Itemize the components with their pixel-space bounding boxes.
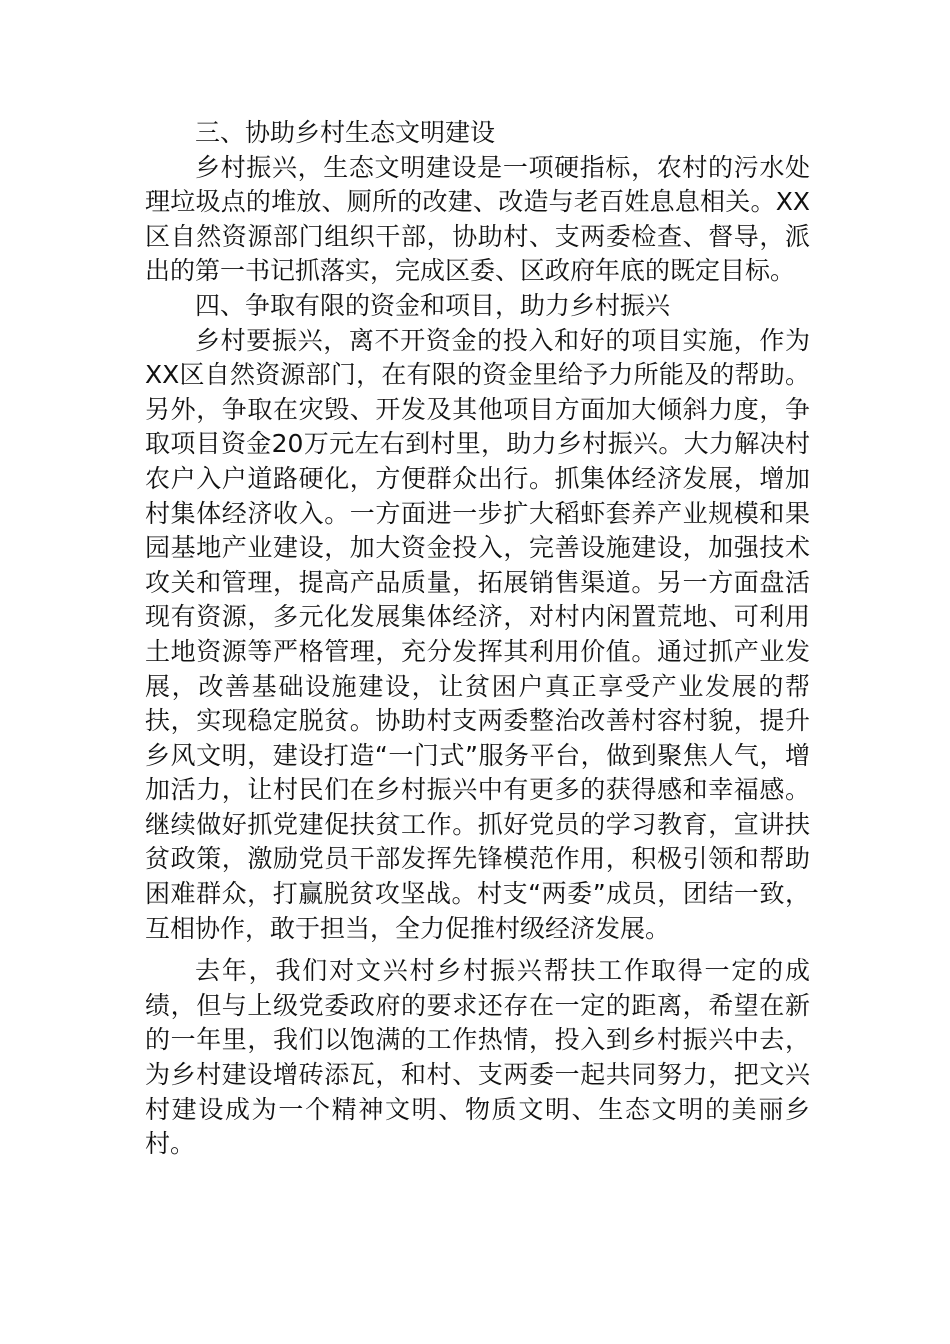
section-heading-4: 四、争取有限的资金和项目，助力乡村振兴 xyxy=(195,290,671,320)
section-paragraph-3: 乡村振兴，生态文明建设是一项硬指标，农村的污水处理垃圾点的堆放、厕所的改建、改造与老百姓息息相关。XX区自然资源部门组织干部，协助村、支两委检查、督导，派出的第一书记抓落实，完成区委、区政府年底的既定目标。 xyxy=(145,152,810,286)
document-body xyxy=(145,116,810,1162)
section-paragraph-4: 乡村要振兴，离不开资金的投入和好的项目实施，作为XX区自然资源部门，在有限的资金里给予力所能及的帮助。另外，争取在灾毁、开发及其他项目方面加大倾斜力度，争取项目资金20万元左右到村里，助力乡村振兴。大力解决村农户入户道路硬化，方便群众出行。抓集体经济发展，增加村集体经济收入。一方面进一步扩大稻虾套养产业规模和果园基地产业建设，加大资金投入，完善设施建设，加强技术攻关和管理，提高产品质量，拓展销售渠道。另一方面盘活现有资源，多元化发展集体经济，对村内闲置荒地、可利用土地资源等严格管理，充分发挥其利用价值。通过抓产业发展，改善基础设施建设，让贫困户真正享受产业发展的帮扶，实现稳定脱贫。协助村支两委整治改善村容村貌，提升乡风文明，建设打造“一门式”服务平台，做到聚焦人气，增加活力，让村民们在乡村振兴中有更多的获得感和幸福感。继续做好抓党建促扶贫工作。抓好党员的学习教育，宣讲扶贫政策，激励党员干部发挥先锋模范作用，积极引领和帮助困难群众，打赢脱贫攻坚战。村支“两委”成员，团结一致，互相协作，敢于担当，全力促推村级经济发展。 xyxy=(145,325,810,943)
conclusion-paragraph: 去年，我们对文兴村乡村振兴帮扶工作取得一定的成绩，但与上级党委政府的要求还存在一定的距离，希望在新的一年里，我们以饱满的工作热情，投入到乡村振兴中去，为乡村建设增砖添瓦，和村、支两委一起共同努力，把文兴村建设成为一个精神文明、物质文明、生态文明的美丽乡村。 xyxy=(145,956,810,1159)
section-heading-3: 三、协助乡村生态文明建设 xyxy=(195,118,496,147)
